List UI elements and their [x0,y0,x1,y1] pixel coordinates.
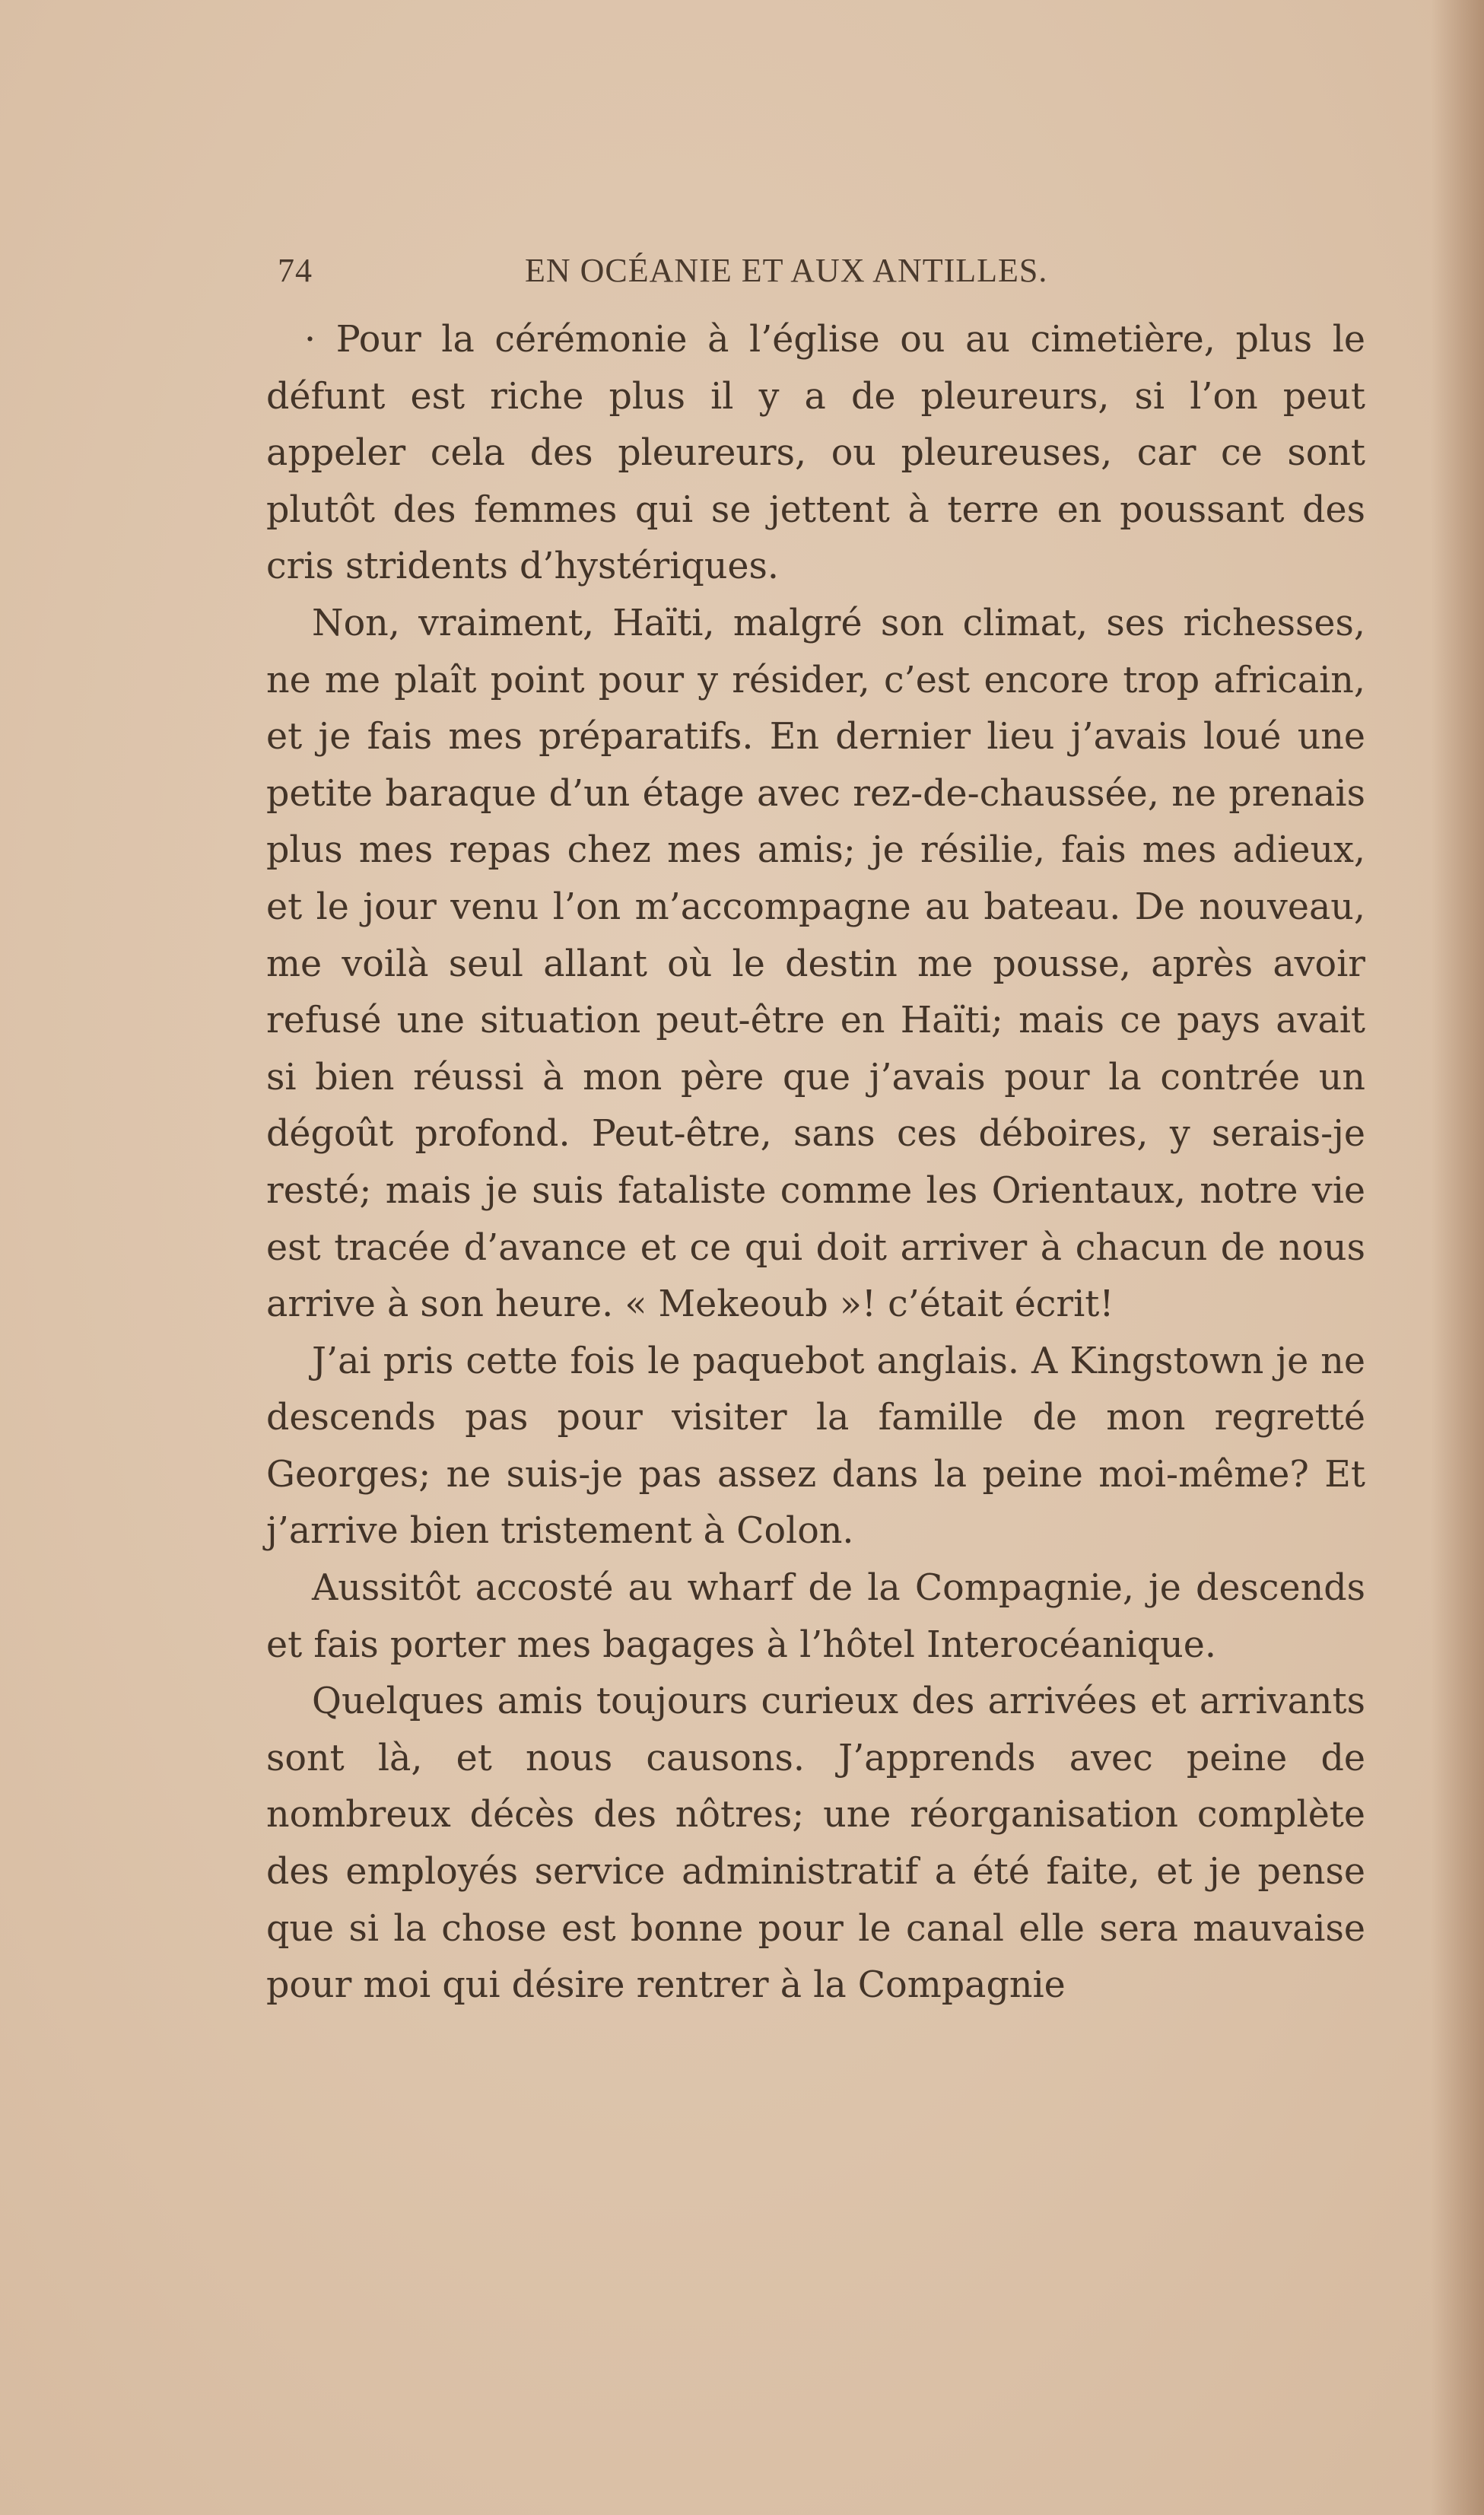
running-head [266,251,1365,297]
body-text [266,312,1365,2014]
paragraph-3: J’ai pris cette fois le paquebot anglais. A Kingstown je ne descends pas pour visiter la famille de mon regretté Georges; ne suis-je pas assez dans la peine moi-même? Et j’arrive bien tristement à Colon. [266,1340,1365,1553]
paragraph-2: Non, vraiment, Haïti, malgré son climat, ses richesses, ne me plaît point pour y résider, c’est encore trop africain, et je fais mes préparatifs. En dernier lieu j’avais loué une petite baraque d’un étage avec rez-de-chaussée, ne prenais plus mes repas chez mes amis; je résilie, fais mes adieux, et le jour venu l’on m’accompagne au bateau. De nouveau, me voilà seul allant où le destin me pousse, après avoir refusé une situation peut-être en Haïti; mais ce pays avait si bien réussi à mon père que j’avais pour la contrée un dégoût profond. Peut-être, sans ces déboires, y serais-je resté; mais je suis fataliste comme les Orientaux, notre vie est tracée d’avance et ce qui doit arriver à chacun de nous arrive à son heure. « Mekeoub »! c’était écrit! [266,602,1365,1326]
book-page [266,251,1365,2014]
paragraph-1: · Pour la cérémonie à l’église ou au cimetière, plus le défunt est riche plus il y a de pleureurs, si l’on peut appeler cela des pleureurs, ou pleureuses, car ce sont plutôt des femmes qui se jettent à terre en poussant des cris stridents d’hystériques. [266,319,1365,588]
paragraph-4: Aussitôt accosté au wharf de la Compagnie, je descends et fais porter mes bagages à l’hôtel Interocéanique. [266,1567,1365,1666]
page-edge-shadow [1431,0,1484,2515]
running-title: EN OCÉANIE ET AUX ANTILLES. [525,252,1048,289]
page-number: 74 [278,252,313,289]
paragraph-5: Quelques amis toujours curieux des arrivées et arrivants sont là, et nous causons. J’apprends avec peine de nombreux décès des nôtres; une réorganisation complète des employés service administratif a été faite, et je pense que si la chose est bonne pour le canal elle sera mauvaise pour moi qui désire rentrer à la Compagnie [266,1680,1365,2007]
